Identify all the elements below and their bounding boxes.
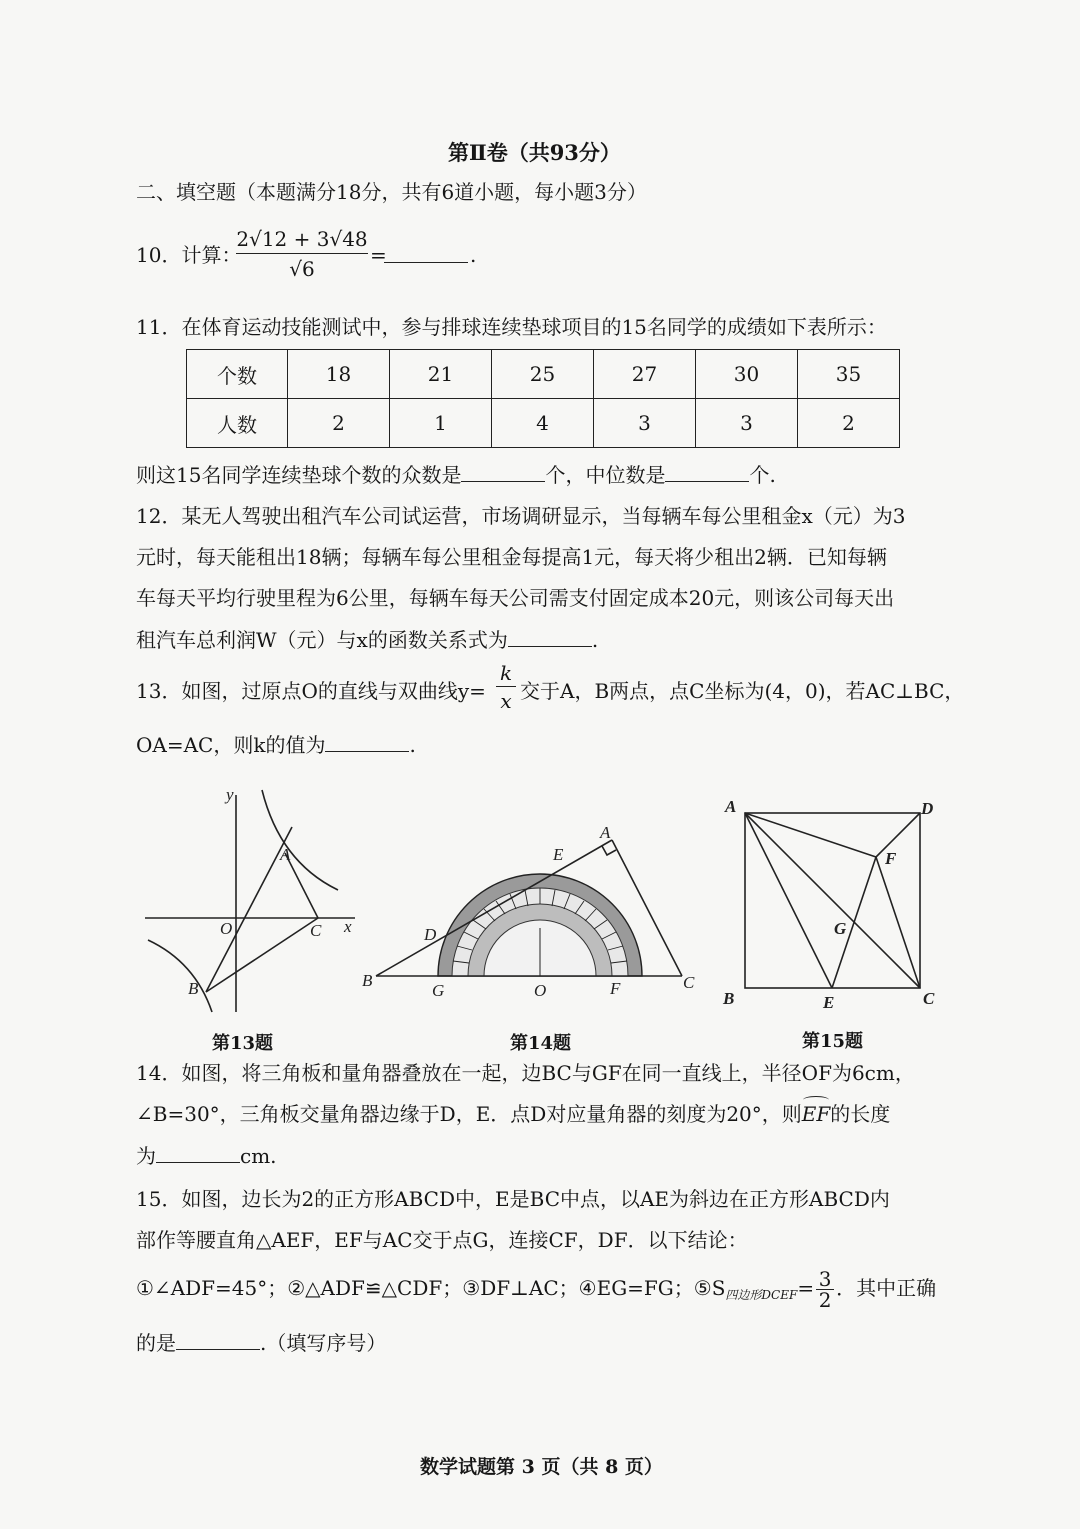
label-f: F <box>885 849 897 868</box>
q10-end: . <box>470 243 477 267</box>
q13-x: x <box>500 689 512 713</box>
q11-followup <box>136 459 776 490</box>
segment-ae <box>745 813 832 988</box>
q13-end: . <box>409 733 416 757</box>
q12-line1: 12．某无人驾驶出租汽车公司试运营，市场调研显示，当每辆车每公里租金x（元）为3 <box>136 504 906 528</box>
q11-text: 11．在体育运动技能测试中，参与排球连续垫球项目的15名同学的成绩如下表所示： <box>136 315 887 339</box>
protractor <box>438 874 642 976</box>
q15-num: 3 <box>816 1269 834 1290</box>
q11-mode-blank[interactable] <box>461 459 545 482</box>
q15-line2: 部作等腰直角△AEF，EF与AC交于点G，连接CF，DF．以下结论： <box>136 1228 748 1252</box>
label-c: C <box>683 973 695 992</box>
label-o: O <box>220 919 233 938</box>
segment-af <box>745 813 876 857</box>
figure-13-caption: 第13题 <box>212 1033 274 1054</box>
label-d: D <box>424 925 437 944</box>
q12-line4-text: 租汽车总利润W（元）与x的函数关系式为 <box>136 628 508 652</box>
q14-line3-b: cm. <box>240 1144 277 1168</box>
label-f: F <box>610 979 621 998</box>
table-cell: 人数 <box>187 399 288 448</box>
label-x: x <box>344 917 352 936</box>
label-e: E <box>553 845 564 864</box>
table-cell: 21 <box>390 350 492 399</box>
table-cell: 3 <box>594 399 696 448</box>
q14-line2 <box>136 1099 890 1129</box>
q13-answer-blank[interactable] <box>325 729 409 752</box>
q15-line3-a: ①∠ADF=45°；②△ADF≌△CDF；③DF⊥AC；④EG=FG；⑤S <box>136 1276 726 1300</box>
q15-line1: 15．如图，边长为2的正方形ABCD中，E是BC中点，以AE为斜边在正方形ABCD内 <box>136 1187 890 1211</box>
table-cell: 25 <box>492 350 594 399</box>
q14-line2-a: ∠B=30°，三角板交量角器边缘于D，E．点D对应量角器的刻度为20°，则 <box>136 1102 802 1126</box>
q10-numerator: 2√12 + 3√48 <box>236 225 368 254</box>
q14-line1: 14．如图，将三角板和量角器叠放在一起，边BC与GF在同一直线上，半径OF为6cm， <box>136 1061 915 1085</box>
q13-line2 <box>136 729 416 760</box>
label-a: A <box>600 823 611 842</box>
label-b: B <box>188 979 199 998</box>
label-g: G <box>432 981 445 1000</box>
label-d: D <box>921 799 934 818</box>
label-b: B <box>362 971 373 990</box>
label-y: y <box>226 785 234 804</box>
q15-answer-blank[interactable] <box>176 1327 260 1350</box>
hyperbola-branch-2 <box>148 940 212 1012</box>
table-cell: 1 <box>390 399 492 448</box>
q10-denominator: √6 <box>289 257 315 281</box>
table-cell: 2 <box>288 399 390 448</box>
q15-line4-b: .（填写序号） <box>260 1331 387 1355</box>
section-title: 第Ⅱ卷（共93分） <box>448 140 621 165</box>
label-a: A <box>280 845 291 864</box>
q15-line4 <box>136 1327 386 1358</box>
label-e: E <box>823 993 835 1012</box>
q11-followup-c: 个. <box>749 463 776 487</box>
q10-prefix: 10．计算： <box>136 243 242 267</box>
label-c: C <box>310 921 322 940</box>
figure-15 <box>715 790 955 1015</box>
q13-line1-b: 交于A，B两点，点C坐标为(4，0)，若AC⊥BC， <box>520 679 965 703</box>
label-o: O <box>534 981 547 1000</box>
q11-followup-a: 则这15名同学连续垫球个数的众数是 <box>136 463 462 487</box>
segment-df <box>876 813 920 857</box>
label-c: C <box>923 989 935 1008</box>
page-footer: 数学试题第 3 页（共 8 页） <box>420 1456 663 1478</box>
table-cell: 30 <box>696 350 798 399</box>
q14-answer-blank[interactable] <box>156 1140 240 1163</box>
q10-answer-blank[interactable] <box>384 240 468 267</box>
q14-line2-b: 的长度 <box>830 1102 891 1126</box>
q13-k: k <box>496 660 516 687</box>
q15-line4-a: 的是 <box>136 1331 176 1355</box>
q14-arc-ef <box>802 1099 830 1129</box>
q12-answer-blank[interactable] <box>508 624 592 647</box>
q14-line3-a: 为 <box>136 1144 156 1168</box>
q15-line3-b: ．其中正确 <box>836 1276 937 1300</box>
q15-line3 <box>136 1269 936 1310</box>
q11-score-table <box>186 349 900 448</box>
figure-14 <box>360 818 710 1003</box>
table-cell: 27 <box>594 350 696 399</box>
label-g: G <box>834 919 847 938</box>
table-cell: 18 <box>288 350 390 399</box>
label-b: B <box>723 989 735 1008</box>
q15-equals: = <box>797 1276 815 1300</box>
q14-line3 <box>136 1140 277 1171</box>
figure-13 <box>140 780 370 1020</box>
q11-followup-b: 个，中位数是 <box>545 463 666 487</box>
table-row <box>187 350 900 399</box>
label-a: A <box>725 797 737 816</box>
q13-line2-text: OA=AC，则k的值为 <box>136 733 326 757</box>
table-cell: 35 <box>798 350 900 399</box>
q10-equals: = <box>370 243 387 267</box>
q15-fraction <box>816 1269 834 1310</box>
q11-median-blank[interactable] <box>665 459 749 482</box>
table-cell: 3 <box>696 399 798 448</box>
q13-line1-a: 13．如图，过原点O的直线与双曲线y= <box>136 679 486 703</box>
table-cell: 个数 <box>187 350 288 399</box>
q15-subscript: 四边形DCEF <box>725 1288 798 1302</box>
q12-line2: 元时，每天能租出18辆；每辆车每公里租金每提高1元，每天将少租出2辆．已知每辆 <box>136 545 887 569</box>
table-row <box>187 399 900 448</box>
arc-mark <box>803 1096 829 1104</box>
q13-k-over-x <box>496 660 516 715</box>
q12-end: . <box>591 628 599 652</box>
q10-fraction <box>236 225 368 284</box>
figure-14-caption: 第14题 <box>510 1033 572 1054</box>
q14-arc-label: EF <box>801 1102 831 1126</box>
table-cell: 2 <box>798 399 900 448</box>
part-heading: 二、填空题（本题满分18分，共有6道小题，每小题3分） <box>136 180 647 204</box>
figure-15-caption: 第15题 <box>802 1031 864 1052</box>
q12-line4 <box>136 624 598 655</box>
q15-den: 2 <box>818 1288 832 1312</box>
table-cell: 4 <box>492 399 594 448</box>
q12-line3: 车每天平均行驶里程为6公里，每辆车每天公司需支付固定成本20元，则该公司每天出 <box>136 586 895 610</box>
segment-cf <box>876 857 920 988</box>
hyperbola-branch-1 <box>262 790 338 890</box>
